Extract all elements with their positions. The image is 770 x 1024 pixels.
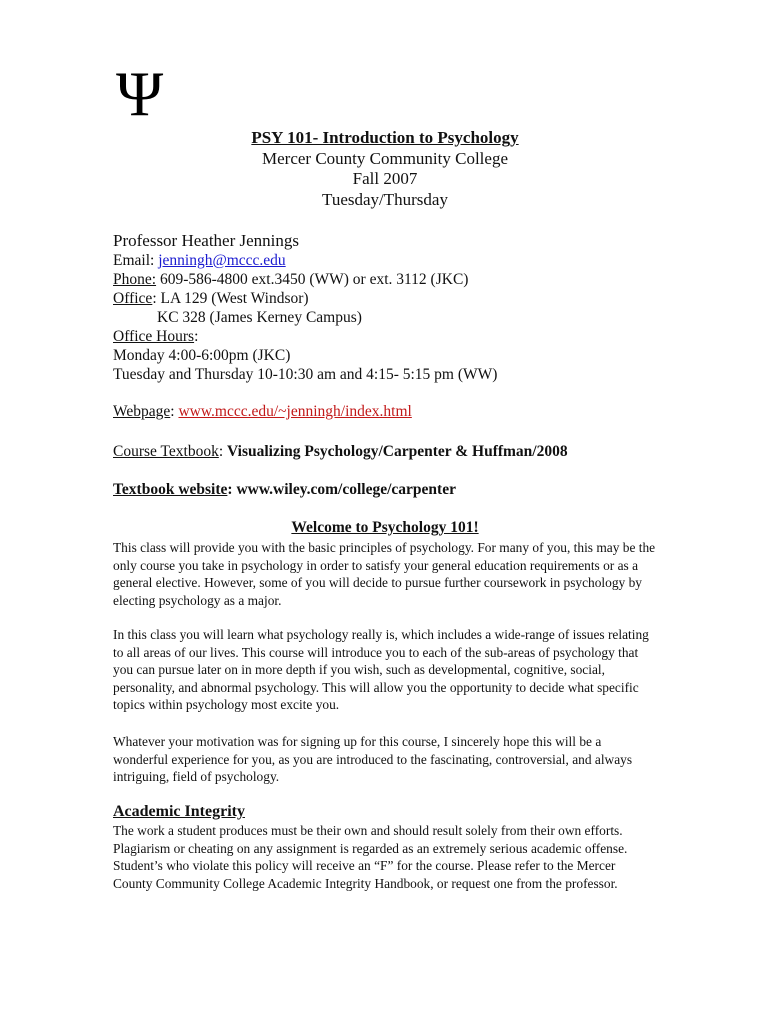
email-link[interactable]: jenningh@mccc.edu <box>158 252 286 269</box>
academic-integrity-paragraph: The work a student produces must be their own and should result solely from their own efforts. Plagiarism or cheating on any assignment is regarded as an extremely serious academic offense. Student’s who violate this policy will receive an “F” for the course. Please refer to the Mercer County Community College Academic Integrity Handbook, or request one from the professor. <box>113 823 628 891</box>
textbook-value: Visualizing Psychology/Carpenter & Huffman/2008 <box>227 443 568 460</box>
academic-integrity-heading: Academic Integrity <box>113 803 245 820</box>
office-value-1: : LA 129 (West Windsor) <box>152 290 309 307</box>
professor-name: Professor Heather Jennings <box>113 231 300 250</box>
textbook-website-value: www.wiley.com/college/carpenter <box>236 481 456 498</box>
meeting-days: Tuesday/Thursday <box>322 190 448 209</box>
email-line <box>113 252 286 270</box>
textbook-label: Course Textbook <box>113 443 219 460</box>
webpage-link[interactable]: www.mccc.edu/~jenningh/index.html <box>178 403 412 420</box>
office-hours-1: Monday 4:00-6:00pm (JKC) <box>113 347 291 364</box>
term: Fall 2007 <box>352 169 418 188</box>
office-hours-label: Office Hours <box>113 328 195 345</box>
phone-value: 609-586-4800 ext.3450 (WW) or ext. 3112 (JKC) <box>156 271 469 288</box>
webpage-colon: : <box>170 403 179 420</box>
office-line <box>113 290 309 308</box>
office-hours-2: Tuesday and Thursday 10-10:30 am and 4:15- 5:15 pm (WW) <box>113 366 498 383</box>
textbook-website-colon: : <box>227 481 237 498</box>
webpage-label: Webpage <box>113 403 171 420</box>
psi-logo: Ψ <box>116 58 164 129</box>
office-label: Office <box>113 290 153 307</box>
textbook-website-line <box>113 481 456 499</box>
webpage-line <box>113 403 412 421</box>
textbook-website-label: Textbook website <box>113 481 228 498</box>
college-name: Mercer County Community College <box>262 149 508 168</box>
office-hours-heading <box>113 328 198 346</box>
course-title: PSY 101- Introduction to Psychology <box>251 128 519 147</box>
welcome-heading: Welcome to Psychology 101! <box>291 519 479 536</box>
phone-line <box>113 271 468 289</box>
office-value-2: KC 328 (James Kerney Campus) <box>157 309 362 326</box>
textbook-line <box>113 443 568 461</box>
email-label: Email: <box>113 252 159 269</box>
welcome-paragraph-3: Whatever your motivation was for signing up for this course, I sincerely hope this will be a wonderful experience for you, as you are introduced to the fascinating, controversial, and always intriguing, field of psychology. <box>113 734 633 785</box>
textbook-colon: : <box>218 443 228 460</box>
welcome-paragraph-2: In this class you will learn what psychology really is, which includes a wide-range of issues relating to all areas of our lives. This course will introduce you to each of the sub-areas of psychology that you can pursue later on in more depth if you wish, such as developmental, cognitive, social, personality, and abnormal psychology. This will allow you the opportunity to decide what specific topics within psychology most excite you. <box>113 627 649 713</box>
office-hours-colon: : <box>194 328 199 345</box>
welcome-paragraph-1: This class will provide you with the basic principles of psychology. For many of you, this may be the only course you take in psychology in order to satisfy your general education requirements or as a general elective. However, some of you will decide to pursue further coursework in psychology by electing psychology as a major. <box>113 540 656 608</box>
phone-label: Phone: <box>113 271 157 288</box>
